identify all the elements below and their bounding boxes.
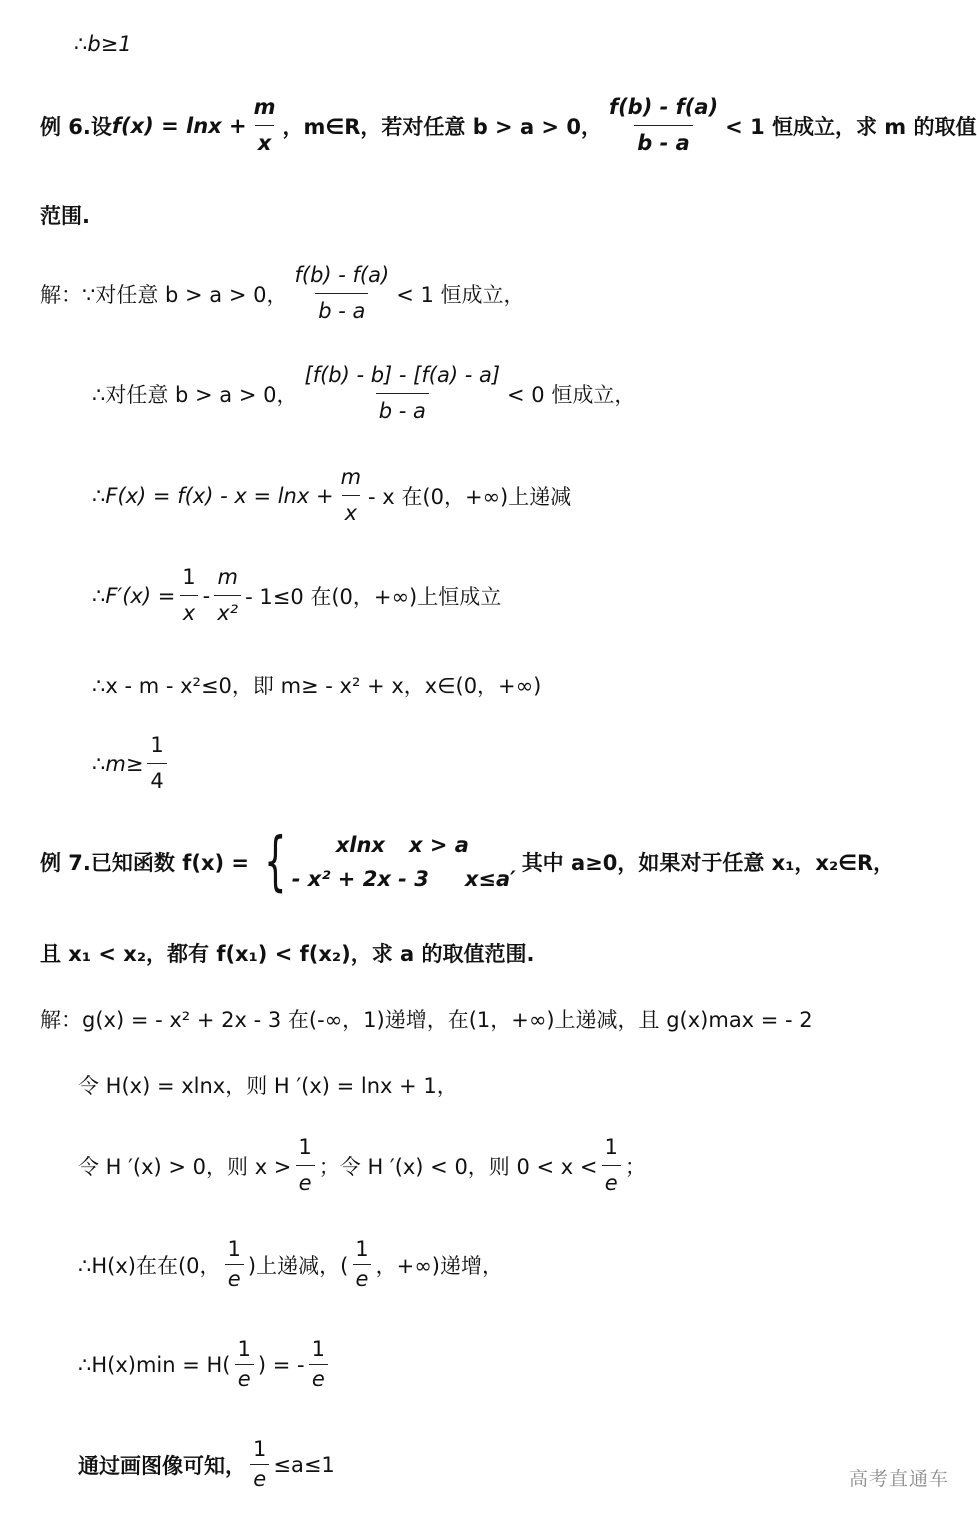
- fraction-one-over-e: $\frac{1}{e}$: [295, 1136, 314, 1195]
- fraction-step-3: $\frac{m}{x}$: [340, 465, 362, 526]
- fraction-m-over-x: $\frac{m}{x}$: [253, 95, 276, 156]
- fraction-m-over-x-squared: $\frac{m}{\text{x²}}$: [214, 566, 241, 625]
- fraction-one-over-e: $\frac{1}{e}$: [602, 1136, 621, 1195]
- fraction-one-quarter: $\frac{1}{4}$: [147, 734, 166, 793]
- piecewise-function: { xlnx x > a - x² + 2x - 3 x≤a′: [264, 825, 516, 899]
- fraction-one-over-e: $\frac{1}{e}$: [352, 1238, 371, 1291]
- solution-7-step-1: 解：g(x) = - x² + 2x - 3 在(-∞，1)递增，在(1，+∞)上递减，且 g(x)max = - 2: [40, 1008, 813, 1032]
- solution-6-step-3: ∴F(x) = f(x) - x = lnx + $\frac{m}{x}$ - x 在(0，+∞)上递减: [92, 465, 572, 526]
- solution-6-step-4: ∴F′(x) = $\frac{1}{x}$ - $\frac{m}{\text{x²}}$ - 1≤0 在(0，+∞)上恒成立: [92, 565, 502, 626]
- solution-7-step-2: 令 H(x) = xlnx，则 H ′(x) = lnx + 1，: [78, 1074, 458, 1098]
- fraction-one-over-e: $\frac{1}{e}$: [309, 1338, 328, 1391]
- solution-6-step-6: ∴m≥ $\frac{1}{4}$: [92, 734, 171, 793]
- watermark: 高考直通车: [848, 1468, 949, 1490]
- solution-7-conclusion: 通过画图像可知， $\frac{1}{e}$ ≤a≤1: [78, 1437, 335, 1492]
- fraction-difference-quotient: $\frac{f(b) - f(a)}{b - a}$: [608, 95, 719, 156]
- left-brace-icon: {: [264, 825, 287, 899]
- fraction-step-1: $\frac{f(b) - f(a)}{b - a}$: [294, 263, 390, 324]
- solution-6-step-2: ∴对任意 b > a > 0， $\frac{[f(b) - b] - [f(a) - a]}{b - a}$ < 0 恒成立，: [92, 363, 636, 424]
- solution-7-step-4: ∴H(x)在在(0， $\frac{1}{e}$ )上递减，( $\frac{1}{e}$ ，+∞)递增，: [78, 1237, 503, 1292]
- fraction-one-over-e: $\frac{1}{e}$: [250, 1438, 269, 1491]
- solution-7-step-5: ∴H(x)min = H( $\frac{1}{e}$ ) = - $\frac{1}{e}$: [78, 1338, 332, 1391]
- fraction-one-over-x: $\frac{1}{x}$: [179, 566, 198, 625]
- solution-6-step-1: 解：∵对任意 b > a > 0， $\frac{f(b) - f(a)}{b - a}$ < 1 恒成立，: [40, 263, 525, 324]
- fraction-one-over-e: $\frac{1}{e}$: [235, 1338, 254, 1391]
- fraction-one-over-e: $\frac{1}{e}$: [225, 1238, 244, 1291]
- example-7-statement-cont: 且 x₁ < x₂，都有 f(x₁) < f(x₂)，求 a 的取值范围.: [40, 942, 535, 966]
- example-6-statement: 例 6.设 f(x) = lnx + $\frac{m}{x}$ ，m∈R，若对任意 b > a > 0， $\frac{f(b) - f(a)}{b - a}$ < 1 恒成立，求 m 的取值: [40, 95, 977, 156]
- example-6-statement-cont: 范围.: [40, 204, 90, 228]
- solution-6-step-5: ∴x - m - x²≤0，即 m≥ - x² + x，x∈(0，+∞): [92, 674, 542, 698]
- example-7-statement: 例 7.已知函数 f(x) = { xlnx x > a - x² + 2x - 3 x≤a′ 其中 a≥0，如果对于任意 x₁，x₂∈R，: [40, 825, 895, 899]
- fraction-step-2: $\frac{[f(b) - b] - [f(a) - a]}{b - a}$: [304, 363, 501, 424]
- solution-7-step-3: 令 H ′(x) > 0，则 x > $\frac{1}{e}$ ；令 H ′(x) < 0，则 0 < x < $\frac{1}{e}$ ；: [78, 1135, 646, 1196]
- line-b-ge-1: ∴b≥1: [74, 32, 132, 56]
